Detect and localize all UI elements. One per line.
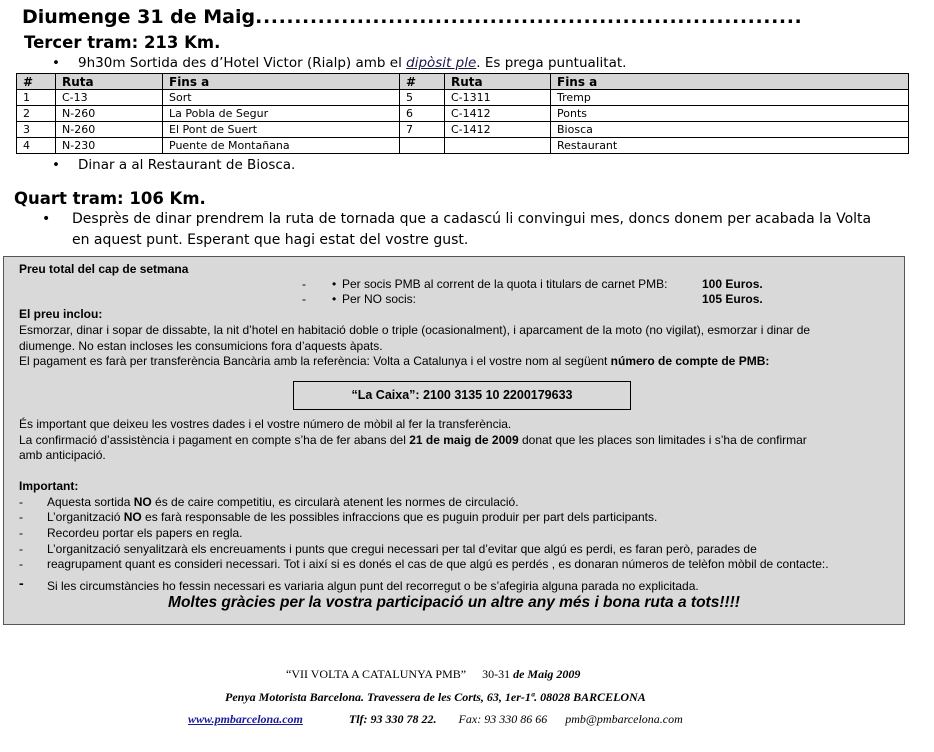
table-cell: 3 bbox=[17, 122, 56, 138]
leg4-line1: Desprès de dinar prendrem la ruta de tornada que a cadascú li convingui mes, doncs donem per acabada la Volta bbox=[72, 211, 872, 227]
important-item-4-line1: L’organització senyalitzarà els encreuaments i punts que cregui necessari per tal d’evitar que algú es perdi, es faran però, parades de bbox=[47, 542, 757, 556]
leg4-paragraph bbox=[42, 209, 912, 251]
dash-marker: - bbox=[19, 495, 23, 509]
important-item-1 bbox=[47, 495, 519, 509]
table-cell: 1 bbox=[17, 90, 56, 106]
bullet-dot: • bbox=[42, 211, 51, 227]
non-members-price: 105 Euros. bbox=[702, 292, 763, 306]
lunch-bullet-text: Dinar a al Restaurant de Biosca. bbox=[78, 157, 296, 173]
leg3-bullet-link: dipòsit ple bbox=[406, 55, 477, 71]
bullet-marker: • bbox=[332, 292, 337, 306]
table-cell: Sort bbox=[163, 90, 400, 106]
table-cell: Restaurant bbox=[551, 138, 909, 154]
day-title bbox=[22, 6, 802, 28]
table-row bbox=[17, 90, 909, 106]
table-cell: N-260 bbox=[56, 106, 163, 122]
leg3-title: Tercer tram: 213 Km. bbox=[24, 33, 221, 52]
confirm-pre: La confirmació d’assistència i pagament en compte s’ha de fer abans del bbox=[19, 433, 410, 447]
table-cell: 2 bbox=[17, 106, 56, 122]
payment-bold: número de compte de PMB: bbox=[610, 354, 770, 368]
includes-line1: Esmorzar, dinar i sopar de dissabte, la nit d’hotel en habitació doble o triple (ocasionalment), i aparcament de la moto (no vigilat), esmorzar i dinar de bbox=[19, 323, 811, 337]
includes-title: El preu inclou: bbox=[19, 307, 103, 321]
event-line bbox=[286, 667, 580, 682]
table-cell: El Pont de Suert bbox=[163, 122, 400, 138]
col-header-fins-1: Fins a bbox=[163, 74, 400, 90]
table-cell: 7 bbox=[400, 122, 445, 138]
table-cell: 5 bbox=[400, 90, 445, 106]
confirm-post: donat que les places son limitades i s’ha de confirmar bbox=[518, 433, 807, 447]
dash-marker: - bbox=[19, 526, 23, 540]
table-cell bbox=[400, 138, 445, 154]
bullet-dot: • bbox=[52, 157, 60, 173]
table-cell: 6 bbox=[400, 106, 445, 122]
payment-text: El pagament es farà per transferència Bancària amb la referència: Volta a Catalunya i el vostre nom al següent bbox=[19, 354, 611, 368]
dash-marker: - bbox=[19, 510, 23, 524]
phone: Tlf: 93 330 78 22. bbox=[348, 712, 437, 726]
bullet-marker: • bbox=[332, 277, 337, 291]
lunch-bullet bbox=[52, 157, 295, 173]
table-cell: La Pobla de Segur bbox=[163, 106, 400, 122]
price-title: Preu total del cap de setmana bbox=[19, 262, 189, 276]
event-dates: 30-31 bbox=[482, 667, 511, 681]
dash-marker: - bbox=[302, 292, 306, 306]
event-name: “VII VOLTA A CATALUNYA PMB” bbox=[286, 667, 467, 681]
table-cell bbox=[445, 138, 551, 154]
table-row bbox=[17, 138, 909, 154]
table-cell: C-13 bbox=[56, 90, 163, 106]
important-item-4-line2: reagrupament quant es consideri necessari. Tot i així si es donés el cas de que algú es perdés , es donaran números de telèfon mòbil de contacte:. bbox=[47, 557, 829, 571]
event-month: de Maig 2009 bbox=[513, 667, 581, 681]
leg4-line2: en aquest punt. Esperant que hagi estat del vostre gust. bbox=[72, 232, 469, 248]
table-cell: Ponts bbox=[551, 106, 909, 122]
table-cell: Puente de Montañana bbox=[163, 138, 400, 154]
dash-marker: - bbox=[19, 542, 23, 556]
important-item-3: Recordeu portar els papers en regla. bbox=[47, 526, 243, 540]
dash-marker: - bbox=[19, 575, 24, 591]
imp2-bold: NO bbox=[123, 510, 142, 524]
table-row bbox=[17, 106, 909, 122]
website-link[interactable]: www.pmbarcelona.com bbox=[188, 712, 303, 726]
table-header-row bbox=[17, 74, 909, 90]
important-title: Important: bbox=[19, 479, 79, 493]
dash-marker: - bbox=[19, 557, 23, 571]
bullet-dot: • bbox=[52, 55, 60, 71]
club-address: Penya Motorista Barcelona. Travessera de les Corts, 63, 1er-1ª. 08028 BARCELONA bbox=[225, 690, 646, 704]
table-cell: Tremp bbox=[551, 90, 909, 106]
imp1-bold: NO bbox=[133, 495, 152, 509]
col-header-ruta-2: Ruta bbox=[445, 74, 551, 90]
confirm-line bbox=[19, 433, 807, 447]
members-price: 100 Euros. bbox=[702, 277, 763, 291]
table-cell: C-1311 bbox=[445, 90, 551, 106]
members-label: Per socis PMB al corrent de la quota i titulars de carnet PMB: bbox=[342, 277, 668, 291]
table-cell: C-1412 bbox=[445, 106, 551, 122]
confirm-line2: amb anticipació. bbox=[19, 448, 106, 462]
table-cell: N-230 bbox=[56, 138, 163, 154]
data-note: És important que deixeu les vostres dades i el vostre número de mòbil al fer la transferència. bbox=[19, 417, 512, 431]
imp1-pre: Aquesta sortida bbox=[47, 495, 134, 509]
table-cell: C-1412 bbox=[445, 122, 551, 138]
table-cell: 4 bbox=[17, 138, 56, 154]
leg3-bullet bbox=[52, 55, 626, 71]
table-row bbox=[17, 122, 909, 138]
imp2-post: es farà responsable de les possibles infraccions que es puguin produir per part dels participants. bbox=[141, 510, 658, 524]
bank-account-box: “La Caixa”: 2100 3135 10 2200179633 bbox=[293, 381, 631, 410]
leg4-title: Quart tram: 106 Km. bbox=[14, 189, 206, 208]
imp1-post: és de caire competitiu, es circularà atenent les normes de circulació. bbox=[151, 495, 519, 509]
confirm-date: 21 de maig de 2009 bbox=[409, 433, 519, 447]
important-item-2 bbox=[47, 510, 657, 524]
col-header-fins-2: Fins a bbox=[551, 74, 909, 90]
col-header-num-2: # bbox=[400, 74, 445, 90]
thanks-message: Moltes gràcies per la vostra participació un altre any més i bona ruta a tots!!!! bbox=[168, 594, 740, 611]
price-info-box bbox=[3, 256, 905, 625]
leg3-bullet-pre: 9h30m Sortida des d’Hotel Victor (Rialp) amb el bbox=[78, 55, 407, 71]
contact-line bbox=[188, 712, 683, 727]
imp2-pre: L’organització bbox=[47, 510, 124, 524]
table-cell: N-260 bbox=[56, 122, 163, 138]
day-title-text: Diumenge 31 de Maig bbox=[22, 6, 256, 28]
col-header-ruta-1: Ruta bbox=[56, 74, 163, 90]
col-header-num-1: # bbox=[17, 74, 56, 90]
dash-marker: - bbox=[302, 277, 306, 291]
route-table bbox=[16, 73, 909, 154]
payment-line bbox=[19, 354, 769, 368]
important-item-5: Si les circumstàncies ho fessin necessari es variaria algun punt del recorregut o be s’afegiria alguna parada no explicitada. bbox=[47, 579, 699, 593]
leg3-bullet-post: . Es prega puntualitat. bbox=[476, 55, 627, 71]
non-members-label: Per NO socis: bbox=[342, 292, 417, 306]
table-cell: Biosca bbox=[551, 122, 909, 138]
includes-line2: diumenge. No estan incloses les consumicions fora d’aquests àpats. bbox=[19, 339, 383, 353]
title-dots: ...................................................................... bbox=[255, 6, 803, 28]
email[interactable]: pmb@pmbarcelona.com bbox=[565, 712, 683, 726]
fax: Fax: 93 330 86 66 bbox=[458, 712, 548, 726]
